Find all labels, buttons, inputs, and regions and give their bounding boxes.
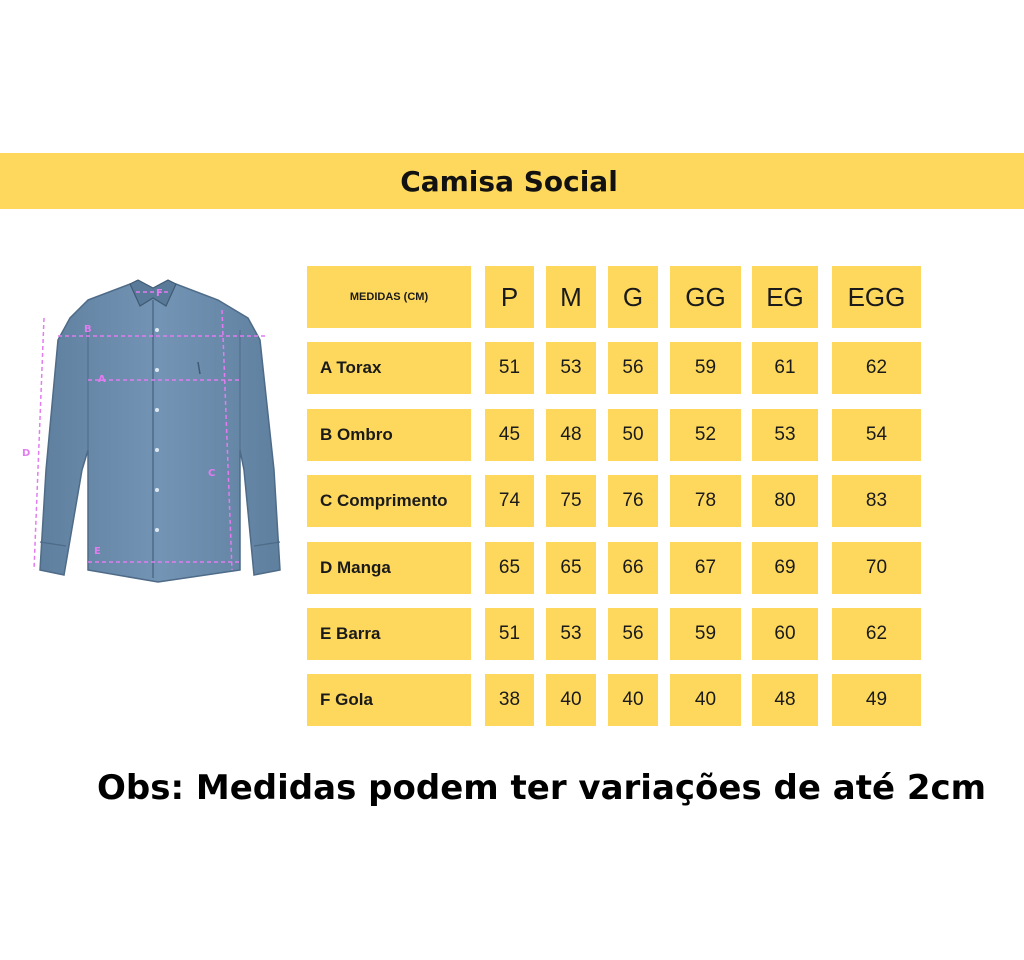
- table-cell: 48: [752, 674, 818, 726]
- table-cell: 40: [546, 674, 596, 726]
- table-cell: 49: [832, 674, 921, 726]
- table-cell: 83: [832, 475, 921, 527]
- table-cell: 62: [832, 608, 921, 660]
- row-label: B Ombro: [307, 409, 471, 461]
- size-header-g: G: [608, 266, 658, 328]
- table-cell: 56: [608, 608, 658, 660]
- shirt-body: [40, 284, 280, 582]
- title-banner: [0, 153, 1024, 209]
- table-cell: 67: [670, 542, 741, 594]
- label-a: A: [98, 374, 106, 385]
- page-title: Camisa Social: [400, 164, 618, 198]
- label-e: E: [94, 546, 101, 557]
- table-cell: 75: [546, 475, 596, 527]
- table-cell: 60: [752, 608, 818, 660]
- size-header-gg: GG: [670, 266, 741, 328]
- size-header-egg: EGG: [832, 266, 921, 328]
- size-header-eg: EG: [752, 266, 818, 328]
- table-cell: 80: [752, 475, 818, 527]
- row-label: E Barra: [307, 608, 471, 660]
- table-cell: 51: [485, 342, 534, 394]
- table-cell: 45: [485, 409, 534, 461]
- table-cell: 59: [670, 342, 741, 394]
- table-cell: 65: [485, 542, 534, 594]
- table-cell: 61: [752, 342, 818, 394]
- shirt-diagram: [18, 270, 288, 590]
- table-cell: 66: [608, 542, 658, 594]
- table-cell: 78: [670, 475, 741, 527]
- table-cell: 76: [608, 475, 658, 527]
- table-cell: 65: [546, 542, 596, 594]
- label-f: F: [156, 288, 163, 299]
- table-cell: 62: [832, 342, 921, 394]
- table-cell: 52: [670, 409, 741, 461]
- size-header-m: M: [546, 266, 596, 328]
- table-cell: 59: [670, 608, 741, 660]
- table-cell: 40: [608, 674, 658, 726]
- row-label: F Gola: [307, 674, 471, 726]
- label-d: D: [22, 448, 31, 459]
- table-cell: 53: [546, 608, 596, 660]
- table-cell: 50: [608, 409, 658, 461]
- note-text: Obs: Medidas podem ter variações de até 2cm: [97, 768, 987, 808]
- table-cell: 70: [832, 542, 921, 594]
- table-cell: 48: [546, 409, 596, 461]
- table-cell: 53: [546, 342, 596, 394]
- row-label: A Torax: [307, 342, 471, 394]
- label-b: B: [84, 324, 92, 335]
- table-cell: 40: [670, 674, 741, 726]
- table-cell: 38: [485, 674, 534, 726]
- size-header-p: P: [485, 266, 534, 328]
- table-cell: 56: [608, 342, 658, 394]
- row-label: C Comprimento: [307, 475, 471, 527]
- table-cell: 54: [832, 409, 921, 461]
- table-cell: 74: [485, 475, 534, 527]
- table-cell: 51: [485, 608, 534, 660]
- header-label: MEDIDAS (CM): [349, 291, 429, 303]
- table-cell: 53: [752, 409, 818, 461]
- row-label: D Manga: [307, 542, 471, 594]
- table-cell: 69: [752, 542, 818, 594]
- label-c: C: [208, 468, 216, 479]
- header-label-cell: [307, 266, 471, 328]
